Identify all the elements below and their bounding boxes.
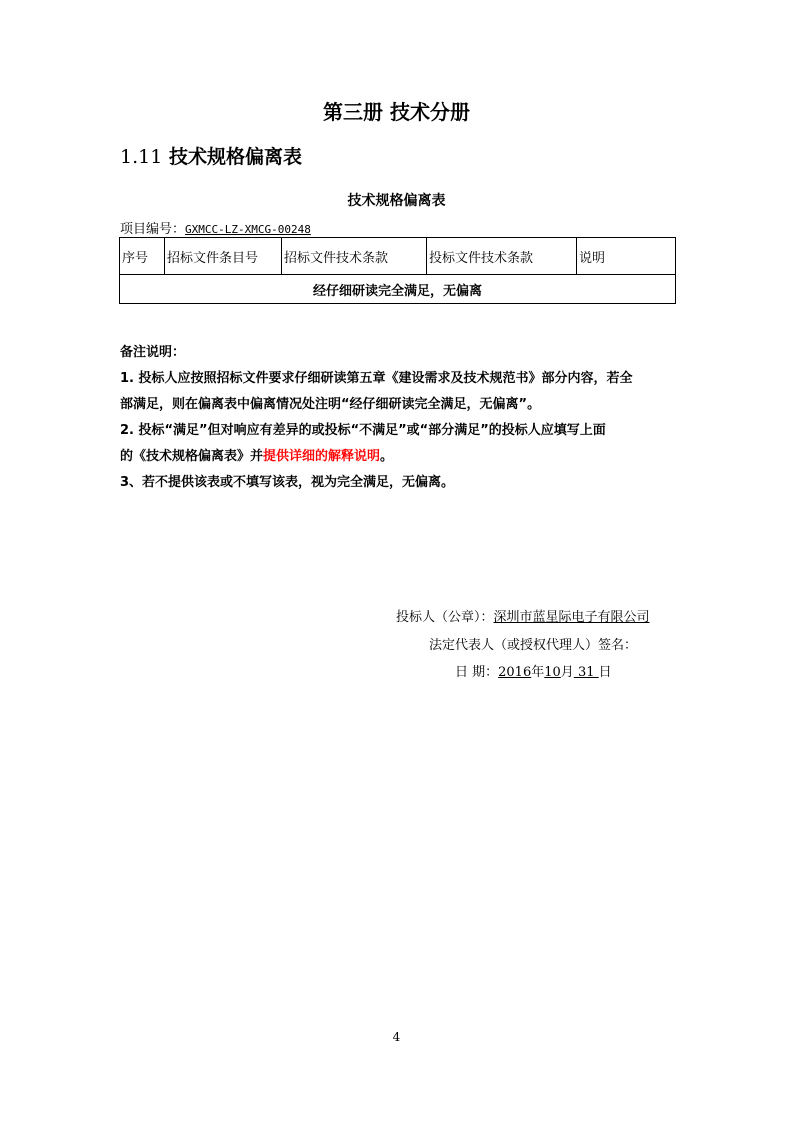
- table-row: [120, 275, 676, 304]
- date-line: [455, 661, 612, 680]
- section-number: 1.11: [120, 146, 163, 168]
- notes-section: [120, 340, 680, 496]
- note-2-suffix: 。: [380, 449, 394, 464]
- project-number-line: [120, 218, 311, 237]
- note-2-line-2: [120, 444, 680, 470]
- note-1-line-2: 部满足，则在偏离表中偏离情况处注明“经仔细研读完全满足，无偏离”。: [120, 397, 541, 412]
- date-year-unit: 年: [531, 665, 545, 680]
- header-tender-clause: 招标文件技术条款: [282, 238, 427, 275]
- header-remark: 说明: [577, 238, 676, 275]
- note-2-highlight: 提供详细的解释说明: [263, 449, 381, 464]
- bidder-name: 深圳市蓝星际电子有限公司: [493, 610, 650, 625]
- date-year: 2016: [498, 665, 532, 680]
- note-2-prefix: 的《技术规格偏离表》并: [120, 449, 264, 464]
- project-number-value: GXMCC-LZ-XMCG-00248: [185, 223, 311, 236]
- date-label: 日 期：: [455, 665, 499, 680]
- date-day-unit: 日: [598, 665, 612, 680]
- project-number-label: 项目编号：: [120, 222, 186, 237]
- page-number: 4: [392, 1030, 401, 1044]
- deviation-table: [119, 237, 676, 304]
- representative-line: [429, 634, 637, 653]
- notes-title: 备注说明：: [120, 345, 186, 360]
- header-bid-clause: 投标文件技术条款: [427, 238, 577, 275]
- header-tender-item: 招标文件条目号: [165, 238, 282, 275]
- bidder-label: 投标人（公章）：: [396, 610, 494, 625]
- header-seq: 序号: [120, 238, 165, 275]
- note-1-line-1: 1. 投标人应按照招标文件要求仔细研读第五章《建设需求及技术规范书》部分内容，若全: [120, 371, 633, 386]
- date-day: 31: [573, 665, 599, 680]
- representative-label: 法定代表人（或授权代理人）签名：: [429, 638, 638, 653]
- table-caption: 技术规格偏离表: [347, 193, 446, 209]
- section-title: 技术规格偏离表: [168, 146, 302, 168]
- note-2-line-1: 2. 投标“满足”但对响应有差异的或投标“不满足”或“部分满足”的投标人应填写上面: [120, 423, 606, 438]
- section-heading: [120, 142, 302, 169]
- merged-row-text: 经仔细研读完全满足，无偏离: [120, 275, 676, 304]
- date-month: 10: [544, 665, 561, 680]
- table-header-row: [120, 238, 676, 275]
- date-month-unit: 月: [560, 665, 574, 680]
- note-3: 3、若不提供该表或不填写该表，视为完全满足，无偏离。: [120, 475, 455, 490]
- bidder-line: [396, 606, 650, 625]
- book-title: 第三册 技术分册: [323, 100, 470, 124]
